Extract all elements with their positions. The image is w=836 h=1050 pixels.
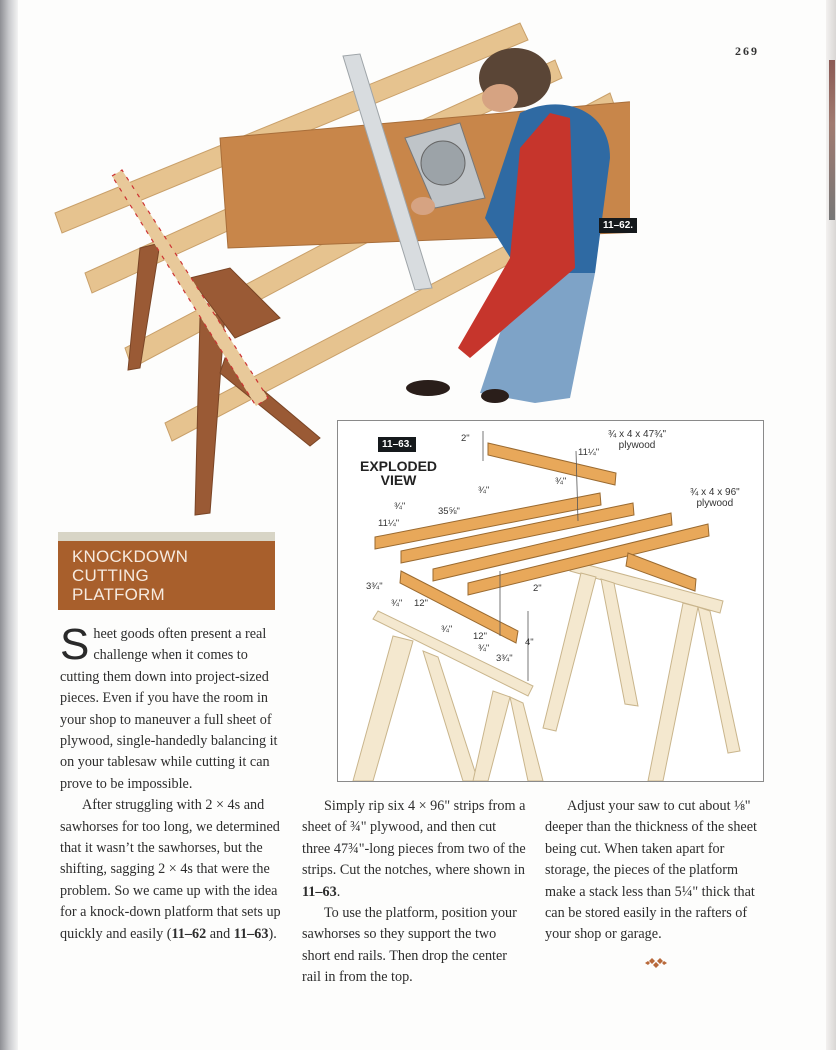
paragraph-4: To use the platform, position your sawhorses so they support the two short end rails. Then drop the center rail in from the top.	[302, 905, 517, 986]
page-gutter-shadow	[0, 0, 18, 1050]
callout-long-line1: ¾ x 4 x 96"	[690, 487, 740, 498]
paragraph-3-end: .	[336, 883, 341, 900]
dim-three-quarter-a: ¾"	[478, 485, 490, 496]
page-number: 269	[735, 44, 759, 58]
dim-12-b: 12"	[473, 631, 487, 642]
figure-label-11-62: 11–62.	[599, 218, 637, 233]
dim-11-quarter-left: 11¼"	[378, 518, 400, 529]
text-column-1	[60, 620, 282, 945]
callout-short-rail	[608, 429, 666, 451]
dim-4in: 4"	[525, 637, 534, 648]
paragraph-5: Adjust your saw to cut about ⅛" deeper than the thickness of the sheet being cut. When taken apart for storage, the pieces of the platform make a stack less than 5¼" thick that can be stored easily in the rafters of your shop or garage.	[545, 798, 757, 943]
heading-line3: PLATFORM	[72, 585, 165, 604]
diagram-title-line2: VIEW	[380, 472, 417, 488]
dim-2in-lower: 2"	[533, 583, 542, 594]
dim-three-quarter-b: ¾"	[555, 476, 567, 487]
text-column-3	[545, 796, 767, 946]
dim-three-quarter-f: ¾"	[478, 643, 490, 654]
figure-ref-11-62: 11–62	[171, 925, 207, 942]
paragraph-3	[302, 796, 527, 903]
exploded-view-diagram	[337, 420, 764, 782]
heading-line2: CUTTING	[72, 566, 149, 585]
page-edge	[826, 0, 836, 1050]
dim-12-a: 12"	[414, 598, 428, 609]
heading-line1: KNOCKDOWN	[72, 547, 189, 566]
figure-ref-11-63-b: 11–63	[302, 883, 337, 900]
callout-long-rail	[690, 487, 740, 509]
dim-three-quarter-d: ¾"	[391, 598, 403, 609]
dim-11-quarter-short: 11¼"	[578, 447, 600, 458]
callout-long-line2: plywood	[696, 498, 734, 509]
callout-short-line2: plywood	[618, 440, 656, 451]
dropcap: S	[60, 620, 90, 669]
diagram-title-line1: EXPLODED	[360, 458, 438, 474]
section-heading-text	[72, 547, 188, 604]
callout-short-line1: ¾ x 4 x 47¾"	[608, 429, 667, 440]
paragraph-2-end: ).	[268, 925, 277, 942]
dim-three-quarter-e: ¾"	[441, 624, 453, 635]
adjacent-page-strip	[829, 60, 835, 220]
paragraph-intro-text: heet goods often present a real challenge when it comes to cutting them down into project-sized pieces. Even if you have the room in your shop to maneuver a full sheet of plywood, single-handedly balancing it on your tablesaw while cutting it can prove to be impossible.	[60, 626, 278, 792]
section-heading	[58, 532, 275, 610]
paragraph-3-text: Simply rip six 4 × 96" strips from a sheet of ¾" plywood, and then cut three 47¾"-long pieces from two of the strips. Cut the notches, where shown in	[302, 798, 526, 879]
paragraph-2-and: and	[206, 925, 234, 942]
diagram-title	[360, 459, 437, 487]
dim-3-three-quarter-top: 3¾"	[366, 581, 383, 592]
dim-2in-top: 2"	[461, 433, 470, 444]
figure-ref-11-63: 11–63	[233, 925, 269, 942]
paragraph-intro	[60, 620, 282, 795]
paragraph-2-text: After struggling with 2 × 4s and sawhorses for too long, we determined that it wasn’t the sawhorses, but the shifting, sagging 2 × 4s that were the problem. So we came up with the idea for a knock-down platform that sets up quickly and easily (	[60, 797, 281, 942]
figure-label-11-63: 11–63.	[378, 437, 416, 452]
dim-35-five-eighths: 35⅝"	[438, 506, 460, 517]
dim-3-three-quarter-bottom: 3¾"	[496, 653, 513, 664]
paragraph-2	[60, 795, 282, 945]
end-ornament-icon	[645, 957, 667, 969]
dim-three-quarter-c: ¾"	[394, 501, 406, 512]
text-column-2	[302, 796, 527, 989]
sawhorse-right	[543, 561, 740, 781]
